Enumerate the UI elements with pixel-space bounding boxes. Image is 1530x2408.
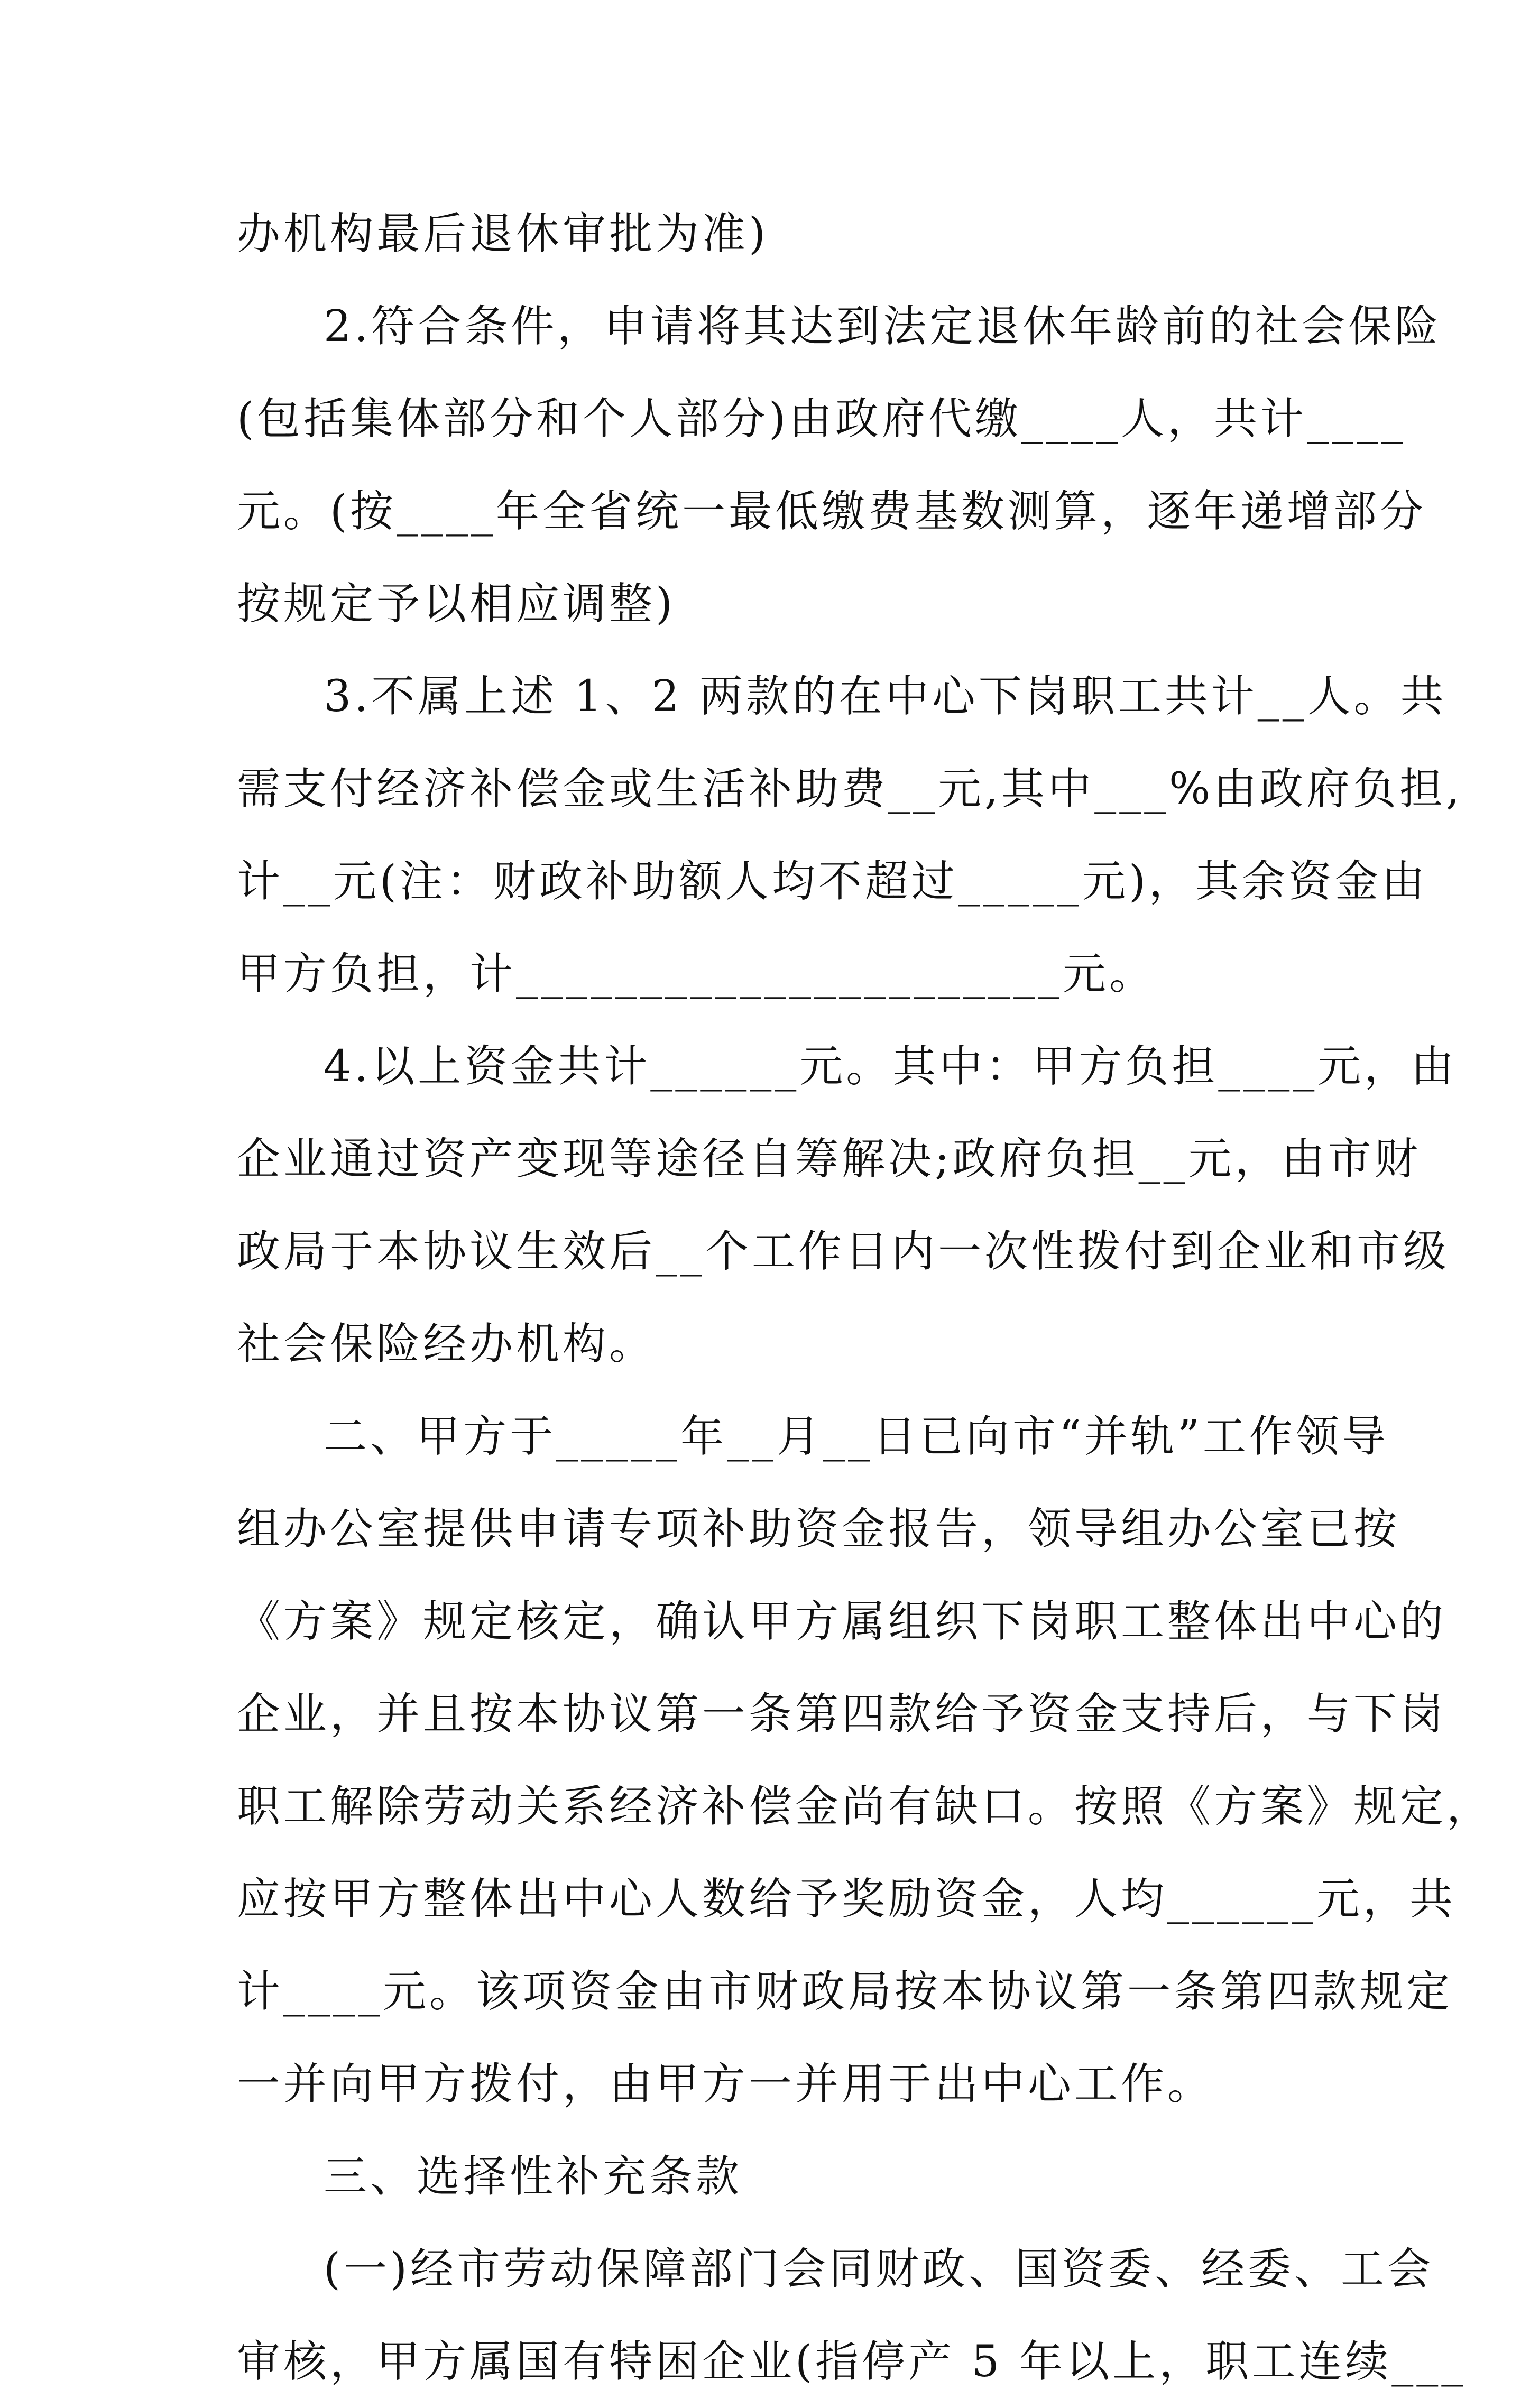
text-line: 组办公室提供申请专项补助资金报告，领导组办公室已按 [237,1504,1400,1554]
text-line: 应按甲方整体出中心人数给予奖励资金，人均______元，共 [237,1874,1457,1924]
section-heading: 三、选择性补充条款 [324,2152,743,2202]
text-line: 社会保险经办机构。 [237,1319,656,1369]
text-line: 4.以上资金共计______元。其中：甲方负担____元，由 [324,1041,1458,1092]
text-line: 《方案》规定核定，确认甲方属组织下岗职工整体出中心的 [237,1597,1447,1647]
text-line: 2.符合条件，申请将其达到法定退休年龄前的社会保险 [324,301,1442,352]
text-line: 企业，并且按本协议第一条第四款给予资金支持后，与下岗 [237,1689,1447,1739]
text-line: 需支付经济补偿金或生活补助费__元,其中___%由政府负担, [237,764,1463,814]
text-line: 计____元。该项资金由市财政局按本协议第一条第四款规定 [237,1967,1453,2017]
text-line: 审核，甲方属国有特困企业(指停产 5 年以上，职工连续___ [237,2337,1467,2387]
text-line: (包括集体部分和个人部分)由政府代缴____人，共计____ [237,394,1406,444]
text-line: 3.不属上述 1、2 两款的在中心下岗职工共计__人。共 [324,671,1447,722]
document-body [237,188,1494,2408]
text-line: 职工解除劳动关系经济补偿金尚有缺口。按照《方案》规定， [237,1782,1494,1832]
text-line: 企业通过资产变现等途径自筹解决;政府负担__元，由市财 [237,1134,1421,1184]
text-line: 一并向甲方拨付，由甲方一并用于出中心工作。 [237,2059,1214,2109]
text-line: 政局于本协议生效后__个工作日内一次性拨付到企业和市级 [237,1226,1450,1277]
text-line: 元。(按____年全省统一最低缴费基数测算，逐年递增部分 [237,486,1426,537]
text-line: 办机构最后退休审批为准) [237,209,769,259]
text-line: 甲方负担，计______________________元。 [237,949,1156,999]
text-line: 二、甲方于_____年__月__日已向市“并轨”工作领导 [324,1411,1389,1462]
text-line: (一)经市劳动保障部门会同财政、国资委、经委、工会 [324,2244,1434,2294]
text-line: 计__元(注：财政补助额人均不超过_____元)，其余资金由 [237,856,1428,907]
text-line: 按规定予以相应调整) [237,579,676,629]
